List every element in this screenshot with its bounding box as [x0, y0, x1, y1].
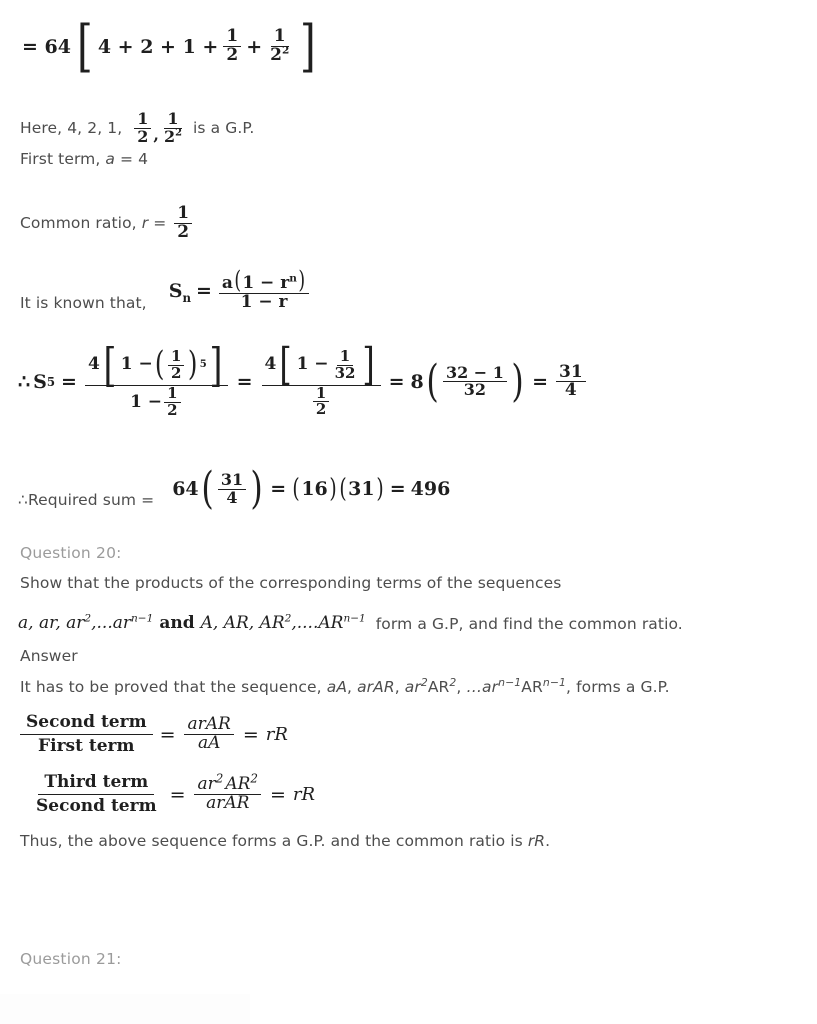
exponent: 2 [250, 771, 258, 786]
common-ratio-fraction [174, 205, 192, 242]
exponent: n−1 [343, 612, 366, 625]
close-paren-icon: ) [298, 266, 305, 294]
fraction-denominator: 2 [171, 363, 182, 382]
s5-equals-1: = [61, 370, 77, 393]
fraction-denominator [308, 383, 334, 419]
equation-top [22, 14, 319, 79]
exponent: 2 [284, 612, 292, 625]
fraction-denominator: 4 [226, 487, 238, 507]
line-common-ratio [20, 205, 194, 242]
s5-expression-1 [85, 338, 228, 420]
sequence-conjunction: and [159, 613, 195, 633]
exponent: 2 [449, 675, 457, 689]
ratio-2-expression [194, 771, 261, 814]
ratio-2-result: rR [292, 784, 316, 806]
fraction-numerator: 1 [223, 28, 241, 47]
fraction-denominator: $2^2$ [270, 44, 290, 66]
inner-fraction [443, 362, 507, 400]
fraction-numerator: 31 [218, 472, 246, 490]
fraction-numerator: 4 [ 1 − $\frac{1}{32}$ ] [262, 346, 381, 386]
required-sum-equals-2: = [389, 478, 406, 501]
line-here-fraction-1 [134, 111, 151, 146]
fraction-denominator: 32 [334, 363, 356, 382]
sn-equals: = [196, 279, 212, 302]
ratio-1-equals-2: = [242, 723, 259, 746]
ratio-2-words [30, 772, 163, 818]
common-ratio-symbol: r [141, 214, 149, 233]
fraction-numerator: 1 [337, 349, 353, 366]
proof-seq-term-2: arAR [357, 678, 395, 696]
fraction-numerator: 32 − 1 [443, 365, 507, 383]
exponent: 2 [215, 771, 224, 786]
fraction-numerator: 1 [164, 386, 180, 403]
required-sum-equals-1: = [270, 478, 287, 501]
sn-fraction [219, 266, 309, 312]
ratio-1-result: rR [265, 724, 288, 746]
fraction-numerator: 1 [168, 349, 184, 366]
fraction-numerator: 1 [174, 205, 192, 224]
line-first-term [20, 150, 148, 168]
exponent: n−1 [498, 675, 522, 689]
ratio-1-expression [184, 716, 233, 753]
exponent: 2 [281, 44, 290, 57]
fraction-numerator: 1 [134, 111, 151, 129]
question-21-heading [20, 950, 122, 968]
required-sum-label: ∴Required sum = [18, 490, 155, 509]
conclusion-symbol: rR [527, 832, 546, 850]
open-paren-icon: ( [292, 473, 300, 504]
proof-seq-comma-1: , [347, 678, 353, 696]
exponent: 2 [175, 127, 182, 139]
s5-expression-2 [262, 338, 381, 419]
line-here-fraction-2 [161, 111, 185, 146]
conclusion-prefix: Thus, the above sequence forms a G.P. and the common ratio is [20, 832, 523, 850]
close-paren-icon: ) [188, 344, 198, 385]
exponent: n−1 [131, 612, 154, 625]
inner-fraction [164, 386, 180, 419]
equation-top-terms: 4 + 2 + 1 + [97, 35, 219, 58]
question-20-statement-text: Show that the products of the corresponding terms of the sequences [20, 574, 562, 592]
exponent: n−1 [542, 675, 567, 689]
s5-therefore: ∴ [18, 370, 31, 393]
line-here-gp [20, 111, 254, 146]
fraction-denominator: arAR [206, 793, 250, 814]
line-here-prefix: Here, 4, 2, 1, [20, 119, 123, 138]
question-20-statement-line-2 [18, 613, 683, 633]
ratio-block-2 [30, 772, 315, 818]
equation-top-lead: = 64 [22, 35, 71, 58]
open-bracket-icon: [ [279, 338, 293, 390]
proof-intro-suffix: , forms a G.P. [566, 678, 670, 696]
s5-expression-3: 8 ( $\frac{32 - 1}{32}$ ) [410, 355, 524, 407]
inner-fraction [218, 472, 246, 507]
common-ratio-equals: = [153, 214, 167, 233]
fraction-numerator: 1 [271, 28, 289, 47]
ratio-2-equals-2: = [269, 783, 286, 806]
fraction-denominator: 1 − $\frac{1}{2}$ [127, 386, 185, 419]
ratio-2-numerator-words: Third term [38, 772, 154, 795]
ratio-2-denominator-words: Second term [36, 796, 157, 817]
question-20-heading-text: Question 20: [20, 544, 122, 562]
proof-intro-line [20, 675, 670, 696]
equation-top-fraction-2 [267, 28, 292, 65]
answer-label-text: Answer [20, 647, 78, 665]
fraction-denominator: aA [197, 733, 221, 754]
open-paren-icon: ( [154, 344, 165, 385]
page-bottom-artifact [0, 994, 250, 1024]
first-term-symbol: a [105, 150, 115, 168]
line-here-comma: , [153, 124, 159, 144]
fraction-denominator: 1 − r [240, 291, 288, 312]
inner-fraction [313, 383, 329, 419]
line-required-sum [18, 463, 451, 514]
question-20-statement-tail: form a G.P, and find the common ratio. [375, 615, 683, 633]
open-paren-icon: ( [339, 473, 347, 504]
required-sum-formula: 64 ( $\frac{31}{4}$ ) = ( 16 ) ( 31 ) = 496 [172, 463, 451, 514]
ratio-2-equals-1: = [169, 783, 186, 806]
proof-seq-comma-3: , [456, 678, 462, 696]
close-bracket-icon: ] [209, 338, 223, 392]
exponent: n [289, 272, 297, 285]
exponent: 2 [84, 612, 92, 625]
question-20-statement-line-1 [20, 574, 561, 592]
fraction-numerator: 1 [164, 111, 181, 129]
first-term-equals: = [120, 150, 134, 168]
open-bracket-icon: [ [77, 14, 93, 79]
ratio-block-1 [20, 712, 288, 758]
question-20-heading [20, 544, 122, 562]
close-bracket-icon: ] [300, 14, 317, 79]
s5-equals-2: = [236, 370, 253, 393]
fraction-denominator: $2^2$ [163, 126, 182, 146]
sequence-2-math: A, AR, $AR^2,....AR^{n-1}$ [200, 612, 366, 633]
fraction-denominator: 2 [226, 45, 239, 66]
proof-seq-comma-2: , [394, 678, 400, 696]
ratio-1-words [20, 712, 153, 758]
ratio-1-denominator-words: First term [38, 736, 135, 757]
close-paren-icon: ) [375, 473, 384, 504]
s5-equals-3: = [388, 370, 405, 393]
fraction-numerator: $ar^2$ $AR^2$ [194, 776, 261, 795]
inner-fraction [168, 346, 184, 382]
exponent: 2 [420, 675, 428, 689]
fraction-numerator: arAR [184, 716, 233, 735]
fraction-numerator: 4 [ 1 − ( $\frac{1}{2}$ ) 5 ] [85, 345, 228, 386]
s5-lhs: S 5 [33, 370, 56, 393]
fraction-numerator: 1 [313, 386, 329, 403]
required-sum-result: 496 [410, 478, 451, 501]
sn-formula [168, 266, 312, 312]
subscript: n [182, 290, 191, 305]
equation-top-fraction-1 [223, 28, 241, 65]
fraction-denominator: 2 [315, 400, 327, 419]
s5-equals-4: = [532, 370, 548, 393]
close-paren-icon: ) [511, 355, 524, 407]
line-known-formula [20, 266, 311, 312]
question-21-heading-text: Question 21: [20, 950, 122, 968]
ratio-1-equals-1: = [159, 723, 176, 746]
open-paren-icon: ( [234, 266, 241, 294]
proof-seq-term-1: aA [326, 678, 348, 696]
first-term-value: 4 [138, 150, 149, 168]
ratio-1-numerator-words: Second term [20, 712, 153, 735]
fraction-numerator: $a(1 - r^n)$ [219, 270, 309, 294]
fraction-denominator: 4 [564, 380, 577, 401]
conclusion-suffix: . [545, 832, 551, 850]
fraction-numerator: 31 [556, 364, 586, 383]
inner-fraction [332, 346, 359, 382]
line-here-suffix: is a G.P. [193, 119, 255, 138]
open-bracket-icon: [ [103, 338, 117, 392]
sn-lhs: $S_n$ [168, 279, 191, 305]
proof-intro-prefix: It has to be proved that the sequence, [20, 678, 322, 696]
fraction-denominator: 2 [167, 401, 178, 420]
close-paren-icon: ) [329, 473, 337, 504]
common-ratio-label: Common ratio, [20, 214, 137, 233]
fraction-denominator: 2 [177, 221, 190, 242]
open-paren-icon: ( [426, 355, 439, 407]
fraction-denominator: 2 [137, 126, 149, 146]
proof-seq-term-4: $\dots ar^{n-1}AR^{n-1}$ [466, 675, 567, 696]
known-label: It is known that, [20, 293, 147, 312]
open-paren-icon: ( [201, 463, 214, 514]
conclusion-line [20, 832, 550, 850]
fraction-denominator: 32 [463, 380, 487, 400]
close-bracket-icon: ] [362, 338, 376, 390]
equation-s5 [18, 338, 588, 420]
first-term-label: First term, [20, 150, 101, 168]
equation-top-plus: + [246, 35, 263, 58]
s5-expression-4 [556, 361, 586, 401]
close-paren-icon: ) [250, 463, 263, 514]
answer-label [20, 647, 78, 665]
sequence-1-math: a, ar, $ar^2,...ar^{n-1}$ [18, 612, 154, 633]
proof-seq-term-3: $ar^2AR^2$ [404, 675, 457, 696]
